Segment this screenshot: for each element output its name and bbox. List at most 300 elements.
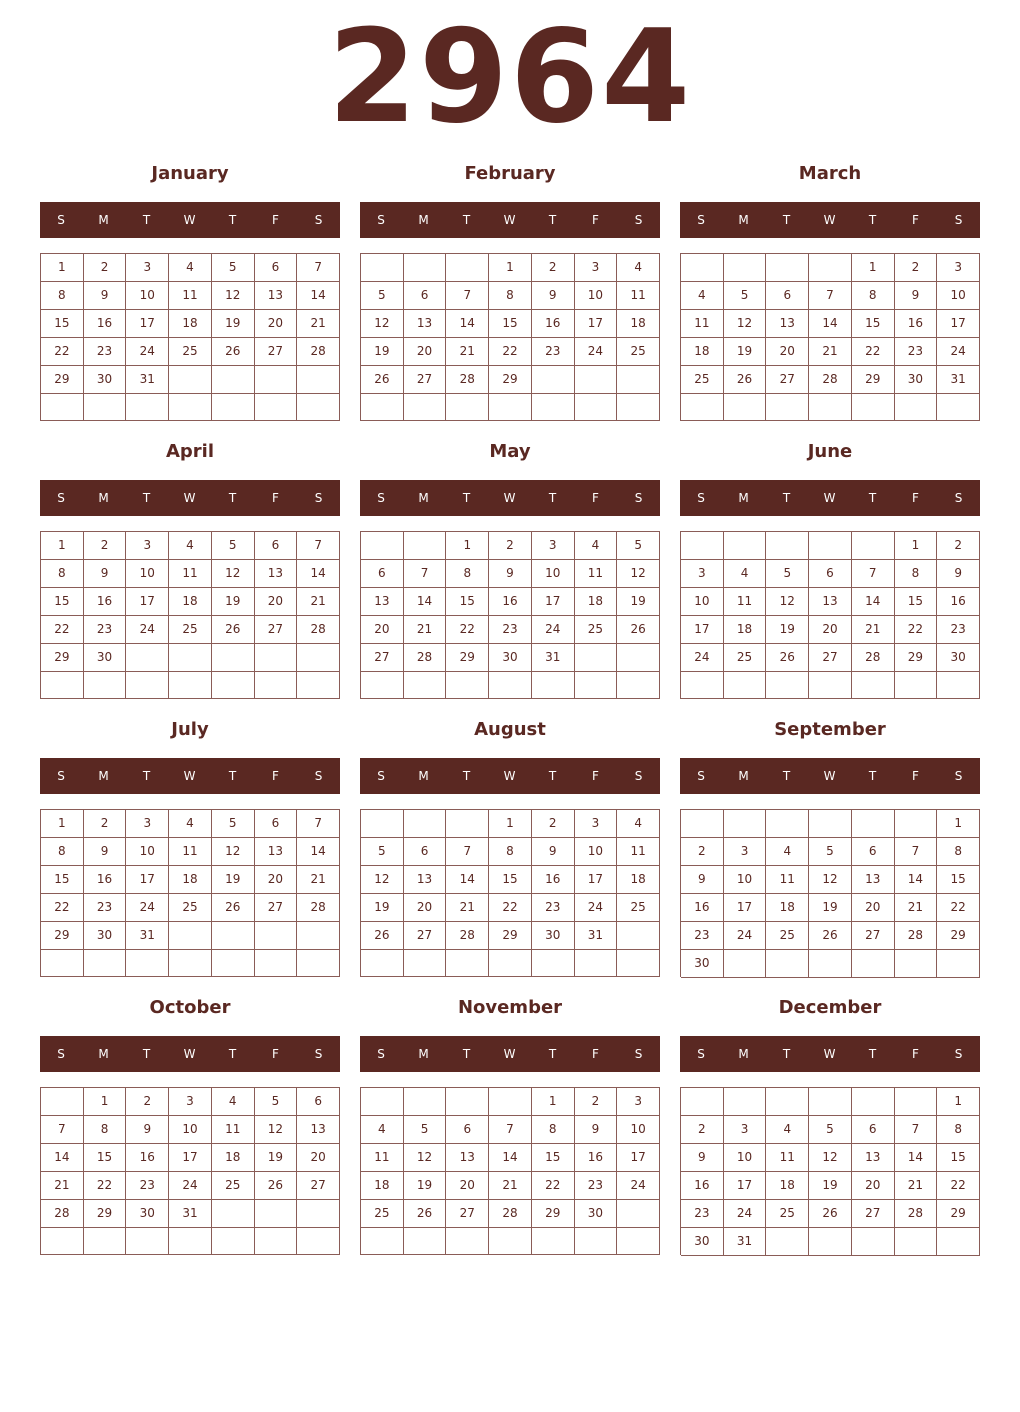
- empty-cell: [361, 1228, 404, 1255]
- weekday-label: T: [462, 213, 471, 227]
- day-cell: 8: [489, 838, 532, 866]
- day-cell: 22: [446, 616, 489, 644]
- day-cell: 18: [766, 894, 809, 922]
- day-cell: 15: [852, 310, 895, 338]
- empty-cell: [681, 532, 724, 560]
- day-cell: 25: [169, 616, 212, 644]
- empty-cell: [852, 810, 895, 838]
- empty-cell: [766, 1228, 809, 1256]
- day-cell: 1: [446, 532, 489, 560]
- day-cell: 29: [895, 644, 938, 672]
- weekday-label: W: [823, 491, 836, 505]
- day-cell: 20: [255, 866, 298, 894]
- empty-cell: [361, 672, 404, 699]
- empty-cell: [212, 1200, 255, 1228]
- day-cell: 6: [766, 282, 809, 310]
- empty-cell: [126, 394, 169, 421]
- weekday-label: F: [272, 213, 279, 227]
- month-name: March: [798, 163, 862, 184]
- day-cell: 3: [937, 254, 980, 282]
- day-cell: 17: [126, 588, 169, 616]
- day-cell: 18: [169, 588, 212, 616]
- day-cell: 10: [724, 866, 767, 894]
- day-cell: 20: [404, 338, 447, 366]
- weekday-label: S: [314, 1047, 323, 1061]
- empty-cell: [404, 810, 447, 838]
- day-cell: 4: [724, 560, 767, 588]
- day-cell: 8: [446, 560, 489, 588]
- day-cell: 2: [126, 1088, 169, 1116]
- day-cell: 20: [852, 894, 895, 922]
- day-cell: 12: [766, 588, 809, 616]
- day-cell: 11: [766, 866, 809, 894]
- empty-cell: [724, 950, 767, 978]
- day-cell: 24: [575, 894, 618, 922]
- empty-cell: [212, 366, 255, 394]
- empty-cell: [575, 672, 618, 699]
- weekday-label: S: [314, 769, 323, 783]
- day-cell: 10: [126, 838, 169, 866]
- day-cell: 27: [255, 616, 298, 644]
- day-cell: 21: [852, 616, 895, 644]
- day-cell: 28: [852, 644, 895, 672]
- day-cell: 2: [532, 254, 575, 282]
- day-cell: 25: [617, 338, 660, 366]
- weekday-label: W: [503, 491, 516, 505]
- weekday-label: M: [98, 491, 109, 505]
- empty-cell: [446, 672, 489, 699]
- day-cell: 13: [255, 560, 298, 588]
- weekday-label: S: [57, 491, 65, 505]
- day-cell: 19: [212, 866, 255, 894]
- day-cell: 12: [809, 1144, 852, 1172]
- day-cell: 9: [84, 560, 127, 588]
- day-cell: 18: [617, 310, 660, 338]
- weekday-label: M: [738, 769, 749, 783]
- weekday-label: T: [462, 769, 471, 783]
- day-cell: 11: [575, 560, 618, 588]
- day-cell: 21: [297, 310, 340, 338]
- day-cell: 4: [361, 1116, 404, 1144]
- day-cell: 1: [41, 532, 84, 560]
- day-cell: 11: [169, 838, 212, 866]
- empty-cell: [404, 672, 447, 699]
- day-cell: 12: [255, 1116, 298, 1144]
- empty-cell: [532, 950, 575, 977]
- weekday-label: T: [548, 491, 557, 505]
- empty-cell: [41, 672, 84, 699]
- day-cell: 24: [937, 338, 980, 366]
- day-cell: 18: [169, 310, 212, 338]
- day-cell: 25: [766, 922, 809, 950]
- day-cell: 28: [446, 366, 489, 394]
- day-cell: 10: [724, 1144, 767, 1172]
- weekday-label: S: [634, 491, 643, 505]
- day-cell: 19: [404, 1172, 447, 1200]
- weekday-header: [360, 1036, 660, 1072]
- day-cell: 1: [532, 1088, 575, 1116]
- day-cell: 26: [766, 644, 809, 672]
- day-cell: 2: [895, 254, 938, 282]
- day-cell: 1: [41, 810, 84, 838]
- day-cell: 27: [297, 1172, 340, 1200]
- day-grid: [680, 1087, 980, 1255]
- day-grid: [40, 253, 340, 421]
- empty-cell: [852, 394, 895, 421]
- empty-cell: [255, 1200, 298, 1228]
- day-cell: 11: [766, 1144, 809, 1172]
- day-cell: 25: [617, 894, 660, 922]
- month-name: June: [807, 441, 853, 462]
- weekday-label: W: [823, 769, 836, 783]
- weekday-label: S: [377, 213, 385, 227]
- day-cell: 2: [532, 810, 575, 838]
- day-cell: 11: [361, 1144, 404, 1172]
- weekday-label: S: [57, 1047, 65, 1061]
- year-title: 2964: [327, 3, 693, 152]
- day-cell: 5: [404, 1116, 447, 1144]
- day-cell: 17: [617, 1144, 660, 1172]
- day-cell: 20: [404, 894, 447, 922]
- empty-cell: [895, 1228, 938, 1256]
- day-cell: 10: [126, 282, 169, 310]
- empty-cell: [84, 950, 127, 977]
- weekday-label: S: [634, 1047, 643, 1061]
- day-cell: 25: [169, 338, 212, 366]
- day-cell: 21: [809, 338, 852, 366]
- day-cell: 23: [575, 1172, 618, 1200]
- day-cell: 22: [41, 616, 84, 644]
- weekday-label: T: [548, 769, 557, 783]
- day-cell: 29: [446, 644, 489, 672]
- day-cell: 10: [126, 560, 169, 588]
- day-cell: 12: [361, 866, 404, 894]
- empty-cell: [297, 1200, 340, 1228]
- day-cell: 3: [532, 532, 575, 560]
- weekday-label: T: [142, 491, 151, 505]
- day-cell: 27: [766, 366, 809, 394]
- weekday-label: T: [782, 491, 791, 505]
- day-cell: 3: [126, 532, 169, 560]
- weekday-label: S: [314, 491, 323, 505]
- empty-cell: [766, 672, 809, 699]
- day-cell: 3: [724, 1116, 767, 1144]
- day-cell: 25: [681, 366, 724, 394]
- day-cell: 6: [404, 838, 447, 866]
- day-cell: 12: [724, 310, 767, 338]
- empty-cell: [169, 922, 212, 950]
- day-cell: 14: [404, 588, 447, 616]
- empty-cell: [532, 366, 575, 394]
- weekday-label: M: [418, 1047, 429, 1061]
- empty-cell: [852, 950, 895, 978]
- day-cell: 7: [446, 282, 489, 310]
- weekday-label: S: [634, 769, 643, 783]
- weekday-label: M: [738, 213, 749, 227]
- weekday-label: M: [418, 491, 429, 505]
- weekday-label: F: [272, 769, 279, 783]
- day-cell: 20: [361, 616, 404, 644]
- day-cell: 23: [681, 1200, 724, 1228]
- day-cell: 23: [84, 616, 127, 644]
- day-cell: 13: [766, 310, 809, 338]
- weekday-header: [40, 1036, 340, 1072]
- day-grid: [360, 253, 660, 421]
- month-name: September: [774, 719, 886, 740]
- day-cell: 11: [169, 282, 212, 310]
- empty-cell: [766, 394, 809, 421]
- empty-cell: [404, 1088, 447, 1116]
- day-cell: 10: [575, 838, 618, 866]
- day-cell: 22: [489, 894, 532, 922]
- weekday-label: M: [418, 769, 429, 783]
- day-cell: 26: [724, 366, 767, 394]
- weekday-label: S: [697, 769, 705, 783]
- day-cell: 25: [724, 644, 767, 672]
- day-cell: 12: [212, 282, 255, 310]
- day-cell: 26: [404, 1200, 447, 1228]
- day-cell: 29: [489, 366, 532, 394]
- day-cell: 8: [532, 1116, 575, 1144]
- day-cell: 8: [852, 282, 895, 310]
- day-cell: 16: [895, 310, 938, 338]
- day-cell: 27: [255, 338, 298, 366]
- day-cell: 2: [937, 532, 980, 560]
- empty-cell: [489, 1088, 532, 1116]
- weekday-label: F: [912, 769, 919, 783]
- day-cell: 23: [532, 338, 575, 366]
- day-cell: 9: [532, 282, 575, 310]
- day-cell: 24: [126, 894, 169, 922]
- empty-cell: [446, 950, 489, 977]
- day-cell: 11: [212, 1116, 255, 1144]
- weekday-label: T: [868, 1047, 877, 1061]
- day-cell: 22: [852, 338, 895, 366]
- day-cell: 24: [169, 1172, 212, 1200]
- weekday-label: T: [228, 491, 237, 505]
- empty-cell: [809, 1228, 852, 1256]
- day-cell: 16: [575, 1144, 618, 1172]
- empty-cell: [255, 394, 298, 421]
- empty-cell: [212, 1228, 255, 1255]
- day-cell: 20: [255, 310, 298, 338]
- weekday-label: W: [823, 213, 836, 227]
- day-cell: 5: [361, 838, 404, 866]
- weekday-label: W: [183, 769, 196, 783]
- day-cell: 9: [126, 1116, 169, 1144]
- day-cell: 31: [169, 1200, 212, 1228]
- weekday-header: [40, 202, 340, 238]
- day-cell: 17: [126, 310, 169, 338]
- day-cell: 5: [361, 282, 404, 310]
- day-cell: 12: [212, 560, 255, 588]
- day-cell: 2: [84, 810, 127, 838]
- day-cell: 13: [852, 1144, 895, 1172]
- weekday-label: W: [183, 1047, 196, 1061]
- weekday-label: W: [183, 213, 196, 227]
- weekday-label: F: [912, 491, 919, 505]
- day-cell: 20: [852, 1172, 895, 1200]
- day-cell: 30: [681, 1228, 724, 1256]
- empty-cell: [212, 672, 255, 699]
- day-cell: 7: [404, 560, 447, 588]
- empty-cell: [766, 1088, 809, 1116]
- empty-cell: [446, 254, 489, 282]
- empty-cell: [297, 950, 340, 977]
- day-cell: 26: [212, 894, 255, 922]
- day-cell: 24: [126, 616, 169, 644]
- day-cell: 31: [126, 922, 169, 950]
- weekday-label: W: [183, 491, 196, 505]
- empty-cell: [766, 254, 809, 282]
- empty-cell: [297, 672, 340, 699]
- day-cell: 17: [681, 616, 724, 644]
- day-cell: 29: [489, 922, 532, 950]
- day-cell: 16: [84, 310, 127, 338]
- empty-cell: [681, 672, 724, 699]
- day-cell: 14: [809, 310, 852, 338]
- empty-cell: [489, 950, 532, 977]
- day-cell: 4: [681, 282, 724, 310]
- day-cell: 30: [126, 1200, 169, 1228]
- weekday-label: S: [954, 769, 963, 783]
- empty-cell: [575, 394, 618, 421]
- day-grid: [680, 253, 980, 421]
- empty-cell: [895, 950, 938, 978]
- day-cell: 4: [212, 1088, 255, 1116]
- day-cell: 6: [255, 254, 298, 282]
- day-cell: 2: [681, 1116, 724, 1144]
- day-cell: 18: [766, 1172, 809, 1200]
- day-cell: 29: [937, 1200, 980, 1228]
- empty-cell: [852, 672, 895, 699]
- weekday-header: [360, 480, 660, 516]
- day-cell: 30: [575, 1200, 618, 1228]
- weekday-label: S: [697, 1047, 705, 1061]
- empty-cell: [724, 672, 767, 699]
- day-cell: 23: [681, 922, 724, 950]
- day-cell: 21: [297, 866, 340, 894]
- day-cell: 3: [617, 1088, 660, 1116]
- day-cell: 12: [617, 560, 660, 588]
- day-cell: 6: [361, 560, 404, 588]
- day-cell: 22: [532, 1172, 575, 1200]
- day-cell: 21: [489, 1172, 532, 1200]
- weekday-label: M: [98, 213, 109, 227]
- day-cell: 15: [895, 588, 938, 616]
- empty-cell: [126, 950, 169, 977]
- day-cell: 18: [575, 588, 618, 616]
- empty-cell: [41, 1228, 84, 1255]
- day-cell: 12: [212, 838, 255, 866]
- empty-cell: [361, 1088, 404, 1116]
- day-cell: 20: [809, 616, 852, 644]
- empty-cell: [937, 672, 980, 699]
- day-cell: 8: [937, 1116, 980, 1144]
- day-cell: 5: [255, 1088, 298, 1116]
- day-cell: 31: [937, 366, 980, 394]
- day-cell: 4: [766, 838, 809, 866]
- day-cell: 29: [937, 922, 980, 950]
- weekday-header: [680, 1036, 980, 1072]
- empty-cell: [809, 254, 852, 282]
- day-cell: 4: [169, 254, 212, 282]
- empty-cell: [532, 672, 575, 699]
- weekday-header: [40, 480, 340, 516]
- empty-cell: [404, 394, 447, 421]
- day-cell: 26: [809, 1200, 852, 1228]
- day-cell: 13: [361, 588, 404, 616]
- day-cell: 13: [404, 310, 447, 338]
- day-cell: 8: [41, 282, 84, 310]
- day-cell: 4: [575, 532, 618, 560]
- day-cell: 7: [297, 254, 340, 282]
- empty-cell: [852, 532, 895, 560]
- day-grid: [40, 531, 340, 699]
- day-cell: 2: [575, 1088, 618, 1116]
- day-cell: 3: [575, 810, 618, 838]
- day-cell: 16: [126, 1144, 169, 1172]
- day-cell: 23: [84, 894, 127, 922]
- day-cell: 21: [297, 588, 340, 616]
- day-cell: 20: [255, 588, 298, 616]
- day-cell: 10: [532, 560, 575, 588]
- day-cell: 5: [809, 1116, 852, 1144]
- day-cell: 24: [126, 338, 169, 366]
- day-cell: 16: [84, 866, 127, 894]
- empty-cell: [809, 394, 852, 421]
- empty-cell: [212, 394, 255, 421]
- empty-cell: [575, 950, 618, 977]
- day-cell: 6: [255, 810, 298, 838]
- empty-cell: [852, 1088, 895, 1116]
- weekday-label: W: [503, 1047, 516, 1061]
- weekday-header: [360, 202, 660, 238]
- empty-cell: [766, 810, 809, 838]
- month-name: April: [165, 441, 215, 462]
- day-cell: 3: [126, 810, 169, 838]
- day-cell: 30: [84, 644, 127, 672]
- day-cell: 24: [532, 616, 575, 644]
- day-cell: 13: [852, 866, 895, 894]
- day-cell: 17: [532, 588, 575, 616]
- day-cell: 26: [809, 922, 852, 950]
- empty-cell: [532, 394, 575, 421]
- day-cell: 5: [212, 532, 255, 560]
- day-cell: 19: [212, 588, 255, 616]
- day-cell: 6: [446, 1116, 489, 1144]
- day-cell: 19: [724, 338, 767, 366]
- empty-cell: [255, 922, 298, 950]
- empty-cell: [724, 532, 767, 560]
- weekday-label: S: [57, 769, 65, 783]
- day-cell: 31: [532, 644, 575, 672]
- empty-cell: [84, 1228, 127, 1255]
- empty-cell: [617, 394, 660, 421]
- empty-cell: [169, 950, 212, 977]
- day-cell: 15: [41, 866, 84, 894]
- day-cell: 13: [809, 588, 852, 616]
- day-grid: [40, 809, 340, 977]
- weekday-label: M: [98, 769, 109, 783]
- day-cell: 28: [895, 922, 938, 950]
- empty-cell: [297, 922, 340, 950]
- day-cell: 28: [895, 1200, 938, 1228]
- day-cell: 30: [84, 366, 127, 394]
- day-cell: 17: [724, 894, 767, 922]
- empty-cell: [126, 644, 169, 672]
- day-cell: 27: [361, 644, 404, 672]
